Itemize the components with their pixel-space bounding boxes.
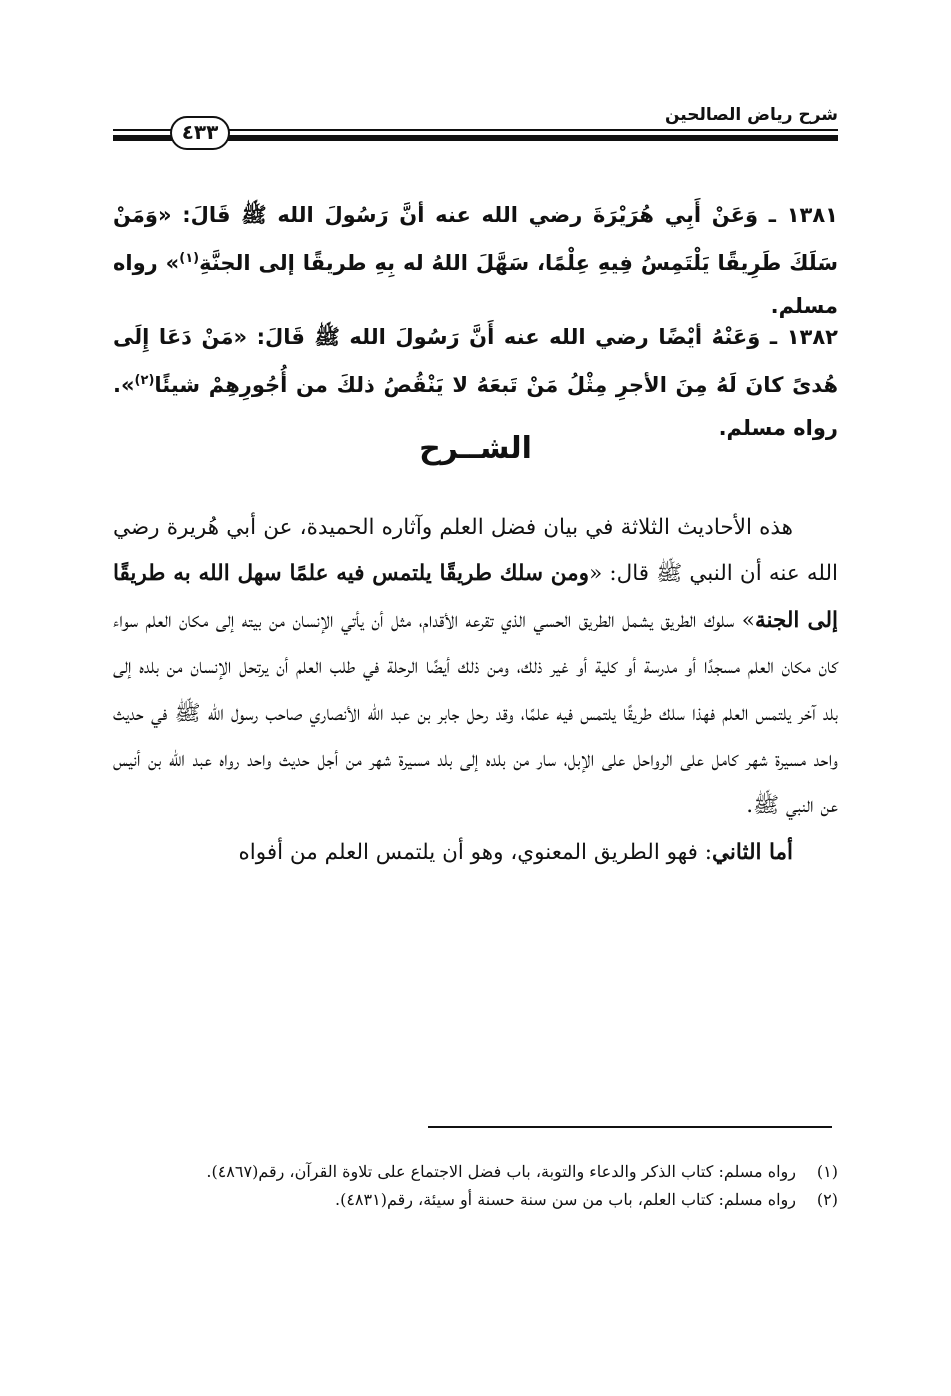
quoted-hadith-bold: ومن سلك طريقًا يلتمس فيه علمًا سهل الله به طريقًا إلى الجنة xyxy=(113,561,838,633)
hadith-suffix: » رواه مسلم. xyxy=(113,251,838,318)
footnote-2 xyxy=(113,1186,838,1214)
commentary-text: » سلوك الطريق يشمل الطريق الحسي الذي تقرعه الأقدام، مثل أن يأتي الإنسان من بيته إلى مكان العلم سواء كان مكان العلم مسجدًا أو مدرسة أو كلية أو غير ذلك، ومن ذلك أيضًا الرحلة في طلب العلم أن يرتحل الإنسان من بلده إلى بلد آخر يلتمس العلم فهذا سلك طريقًا يلتمس فيه علمًا، وقد رحل جابر بن عبد الله الأنصاري صاحب رسول الله ﷺ في حديث واحد مسيرة شهر كامل على الرواحل على الإبل، سار من بلده إلى بلد مسيرة شهر من أجل حديث واحد رواه عبد الله بن أنيس عن النبي ﷺ. xyxy=(113,607,838,819)
hadith-1382 xyxy=(113,316,838,450)
header-rule-left-thick xyxy=(113,135,173,141)
footnote-1 xyxy=(113,1158,838,1186)
hadith-1381 xyxy=(113,194,838,328)
footnote-marker: (٢) xyxy=(134,373,155,388)
footnote-number: (٢) xyxy=(816,1190,838,1209)
header-rule-thin xyxy=(226,129,838,131)
hadith-text: ١٣٨١ ـ وَعَنْ أَبِي هُرَيْرَةَ رضي الله عنه أنَّ رَسُولَ الله ﷺ قَالَ: «وَمَنْ سَلَكَ طَرِيقًا يَلْتَمِسُ فِيهِ عِلْمًا، سَهَّلَ اللهُ له بِهِ طريقًا إلى الجنَّةِ xyxy=(113,203,838,275)
commentary-text: : فهو الطريق المعنوي، وهو أن يلتمس العلم من أفواه xyxy=(238,839,712,865)
header-rule-thick xyxy=(226,135,838,141)
footnote-text: رواه مسلم: كتاب العلم، باب من سن سنة حسنة أو سيئة، رقم(٤٨٣١). xyxy=(335,1190,796,1209)
page-number-badge: ٤٣٣ xyxy=(170,116,230,150)
hadith-text: ١٣٨٢ ـ وَعَنْهُ أيْضًا رضي الله عنه أَنَّ رَسُولَ الله ﷺ قَالَ: «مَنْ دَعَا إِلَى هُدىً كانَ لَهُ مِنَ الأجرِ مِثْلُ مَنْ تَبعَهُ لا يَنْقُصُ ذلكَ من أُجُورِهِمْ شيئًا xyxy=(113,325,838,397)
hadith-suffix: ». رواه مسلم. xyxy=(113,373,838,440)
footnote-marker: (١) xyxy=(179,251,200,266)
commentary-body xyxy=(113,505,838,876)
header-rule-left-thin xyxy=(113,129,173,131)
paragraph-lead-bold: أما الثاني xyxy=(712,839,793,865)
commentary-paragraph-2 xyxy=(113,830,838,876)
commentary-text: هذه الأحاديث الثلاثة في بيان فضل العلم وآثاره الحميدة، عن أبي هُريرة رضي الله عنه أن النبي ﷺ قال: « xyxy=(113,515,838,587)
footnote-text: رواه مسلم: كتاب الذكر والدعاء والتوبة، باب فضل الاجتماع على تلاوة القرآن، رقم(٤٨٦٧). xyxy=(206,1162,796,1181)
commentary-paragraph-1 xyxy=(113,505,838,830)
footnotes xyxy=(113,1158,838,1214)
section-title: الشــرح xyxy=(419,431,532,466)
running-header-title: شرح رياض الصالحين xyxy=(664,105,838,125)
footnote-separator xyxy=(428,1126,832,1128)
footnote-number: (١) xyxy=(816,1162,838,1181)
